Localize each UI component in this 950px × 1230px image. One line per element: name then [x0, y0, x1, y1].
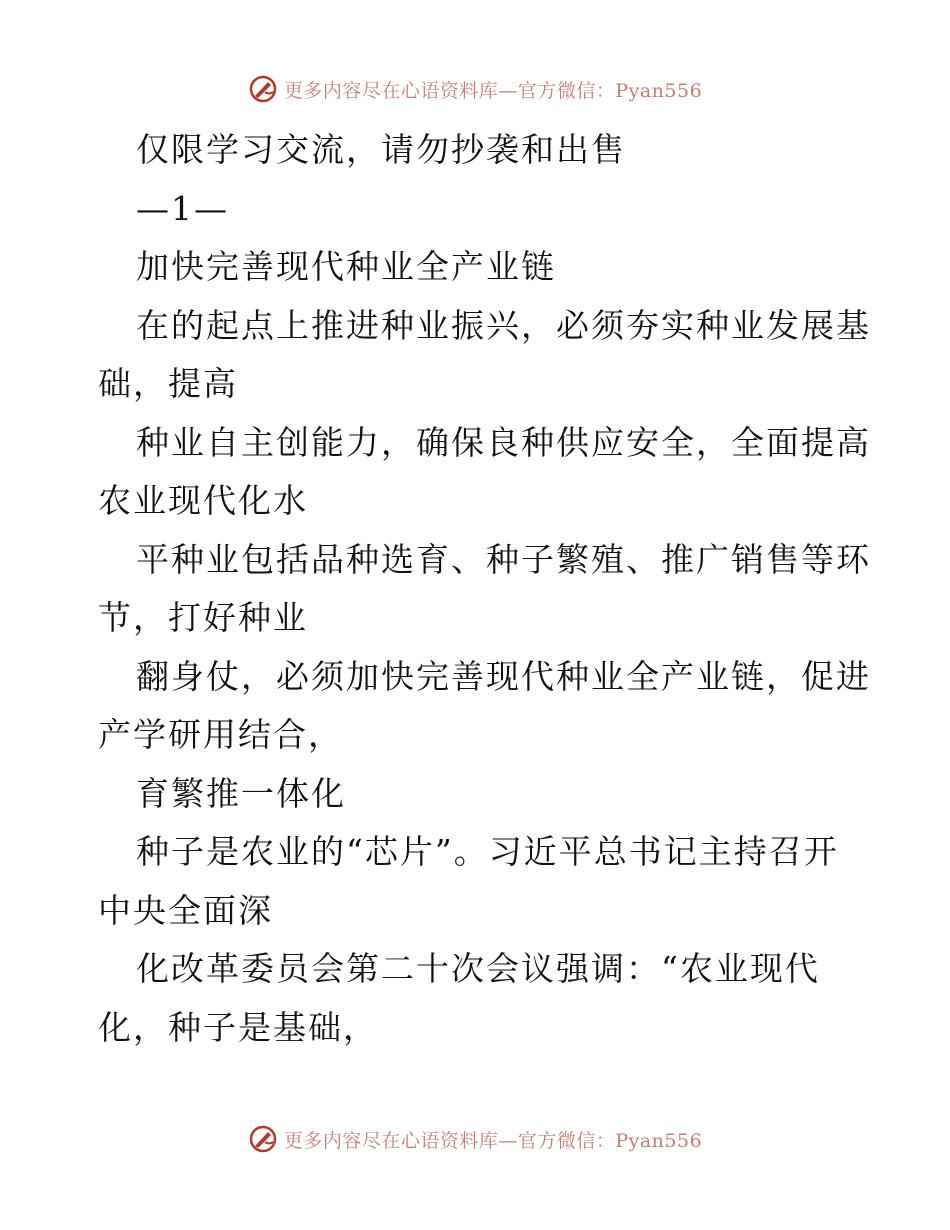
doc-line: 产学研用结合，	[98, 715, 343, 754]
doc-line: 化，种子是基础，	[98, 1007, 378, 1047]
footer-watermark	[0, 1124, 950, 1154]
doc-line: 础，提高	[98, 364, 238, 403]
doc-line: 农业现代化水	[98, 481, 308, 520]
doc-line: 加快完善现代种业全产业链	[136, 247, 556, 286]
document-body	[98, 121, 871, 1057]
watermark-text: 更多内容尽在心语资料库—官方微信：Pyan556	[283, 1129, 703, 1152]
watermark-text: 更多内容尽在心语资料库—官方微信：Pyan556	[283, 79, 703, 102]
header-watermark	[0, 74, 950, 104]
doc-line: 在的起点上推进种业振兴，必须夯实种业发展基	[136, 305, 871, 345]
doc-line: 中央全面深	[98, 890, 273, 930]
doc-line: 种子是农业的“芯片”。习近平总书记主持召开	[136, 832, 839, 871]
doc-line: 仅限学习交流，请勿抄袭和出售	[136, 130, 626, 169]
doc-line: 翻身仗，必须加快完善现代种业全产业链，促进	[136, 656, 871, 696]
doc-line: 育繁推一体化	[136, 773, 346, 813]
doc-line: 化改革委员会第二十次会议强调：“农业现代	[136, 949, 820, 988]
doc-line: 平种业包括品种选育、种子繁殖、推广销售等环	[136, 539, 871, 579]
red-quill-seal-icon	[248, 1124, 278, 1154]
red-quill-seal-icon	[248, 74, 278, 104]
doc-line: —1—	[136, 188, 229, 228]
doc-line: 种业自主创能力，确保良种供应安全，全面提高	[136, 422, 871, 462]
doc-line: 节，打好种业	[98, 598, 308, 637]
